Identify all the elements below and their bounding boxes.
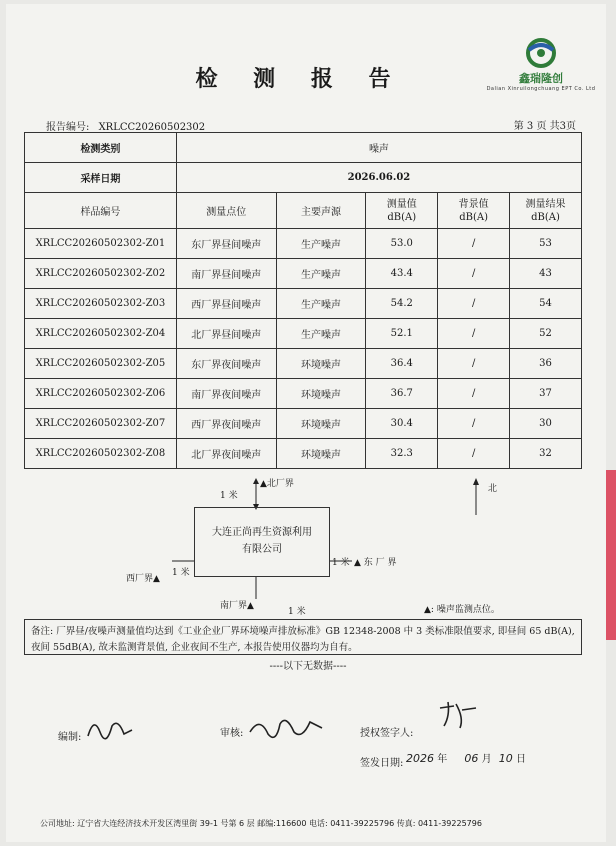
noise-source-cell: 生产噪声: [276, 319, 366, 349]
background-value-cell: /: [438, 439, 510, 469]
result-value-cell: 54: [510, 289, 582, 319]
sample-id-cell: XRLCC20260502302-Z01: [25, 229, 177, 259]
issue-date-day: 10: [498, 752, 513, 765]
background-value-cell: /: [438, 349, 510, 379]
measured-value-cell: 52.1: [366, 319, 438, 349]
table-row: [25, 289, 582, 319]
table-row: [25, 409, 582, 439]
company-name: 大连正尚再生资源利用 有限公司: [212, 527, 312, 555]
monitoring-point-diagram: [24, 467, 582, 619]
measurement-point-cell: 东厂界昼间噪声: [176, 229, 276, 259]
table-row: [25, 229, 582, 259]
sample-id-cell: XRLCC20260502302-Z07: [25, 409, 177, 439]
column-header: 样品编号: [25, 193, 177, 229]
north-distance: 1 米: [220, 491, 238, 501]
report-title: 检 测 报 告: [195, 66, 405, 92]
measurement-point-cell: 东厂界夜间噪声: [176, 349, 276, 379]
measured-value-cell: 53.0: [366, 229, 438, 259]
column-header: 主要声源: [276, 193, 366, 229]
editor-label: 编制:: [58, 732, 82, 743]
background-value-cell: /: [438, 259, 510, 289]
measurement-point-cell: 北厂界夜间噪声: [176, 439, 276, 469]
measurement-point-cell: 西厂界昼间噪声: [176, 289, 276, 319]
category-label: 检测类别: [25, 133, 177, 163]
background-value-cell: /: [438, 319, 510, 349]
issue-date-year: 2026: [406, 752, 434, 765]
west-distance: 1 米: [172, 568, 190, 578]
sample-id-cell: XRLCC20260502302-Z04: [25, 319, 177, 349]
north-boundary-point: ▲北厂界: [260, 479, 294, 489]
issue-date-year-unit: 年: [437, 754, 448, 765]
approver-signature: [434, 698, 480, 732]
column-header: 测量值 dB(A): [366, 193, 438, 229]
sampling-date-label: 采样日期: [25, 163, 177, 193]
report-number-value: XRLCC20260502302: [98, 122, 206, 133]
noise-source-cell: 环境噪声: [276, 439, 366, 469]
table-body: [25, 229, 582, 469]
east-boundary-point: ▲ 东 厂 界: [354, 558, 397, 568]
measured-value-cell: 36.4: [366, 349, 438, 379]
sample-id-cell: XRLCC20260502302-Z02: [25, 259, 177, 289]
column-header: 测量结果 dB(A): [510, 193, 582, 229]
measurement-point-cell: 南厂界夜间噪声: [176, 379, 276, 409]
west-boundary-point: 西厂界▲: [126, 574, 160, 584]
measured-value-cell: 30.4: [366, 409, 438, 439]
sample-id-cell: XRLCC20260502302-Z06: [25, 379, 177, 409]
company-box: [194, 507, 330, 577]
result-value-cell: 32: [510, 439, 582, 469]
table-row: [25, 379, 582, 409]
table-row: [25, 349, 582, 379]
category-row: [25, 133, 582, 163]
south-distance: 1 米: [288, 607, 306, 617]
result-value-cell: 43: [510, 259, 582, 289]
editor-signature: [84, 712, 136, 744]
issue-date: [406, 750, 526, 765]
noise-source-cell: 环境噪声: [276, 349, 366, 379]
noise-source-cell: 环境噪声: [276, 379, 366, 409]
measurement-point-cell: 北厂界昼间噪声: [176, 319, 276, 349]
north-direction-label: 北: [488, 484, 498, 494]
table-row: [25, 319, 582, 349]
background-value-cell: /: [438, 409, 510, 439]
measured-value-cell: 32.3: [366, 439, 438, 469]
noise-source-cell: 生产噪声: [276, 259, 366, 289]
measured-value-cell: 54.2: [366, 289, 438, 319]
table-header-row: [25, 193, 582, 229]
background-value-cell: /: [438, 289, 510, 319]
reviewer-label: 审核:: [220, 728, 244, 739]
measured-value-cell: 36.7: [366, 379, 438, 409]
approver-label: 授权签字人:: [360, 728, 414, 739]
noise-source-cell: 生产噪声: [276, 289, 366, 319]
logo-name: 鑫瑞隆创: [519, 72, 563, 85]
end-of-data-note: ----以下无数据----: [269, 661, 347, 672]
noise-source-cell: 生产噪声: [276, 229, 366, 259]
south-boundary-point: 南厂界▲: [220, 601, 254, 611]
issue-date-month: 06: [464, 752, 479, 765]
logo-subtitle: Dalian Xinruilongchuang EPT Co. Ltd: [486, 86, 596, 92]
sample-id-cell: XRLCC20260502302-Z03: [25, 289, 177, 319]
issue-date-month-unit: 月: [481, 754, 492, 765]
column-header: 背景值 dB(A): [438, 193, 510, 229]
sample-id-cell: XRLCC20260502302-Z05: [25, 349, 177, 379]
result-value-cell: 30: [510, 409, 582, 439]
table-row: [25, 439, 582, 469]
background-value-cell: /: [438, 229, 510, 259]
diagram-legend: ▲: 噪声监测点位。: [424, 605, 500, 615]
sampling-date-value: 2026.06.02: [176, 163, 581, 193]
measurement-point-cell: 南厂界昼间噪声: [176, 259, 276, 289]
sampling-date-row: [25, 163, 582, 193]
sample-id-cell: XRLCC20260502302-Z08: [25, 439, 177, 469]
column-header: 测量点位: [176, 193, 276, 229]
background-value-cell: /: [438, 379, 510, 409]
reviewer-signature: [246, 710, 326, 746]
noise-results-table: [24, 132, 582, 469]
company-address-footer: 公司地址: 辽宁省大连经济技术开发区湾里街 39-1 号第 6 层 邮编:116600 电话: 0411-39225796 传真: 0411-39225796: [40, 819, 482, 828]
east-distance: 1 米: [332, 558, 350, 568]
measured-value-cell: 43.4: [366, 259, 438, 289]
issue-date-day-unit: 日: [515, 754, 526, 765]
page-edge-stripe: [606, 470, 616, 640]
result-value-cell: 53: [510, 229, 582, 259]
table-row: [25, 259, 582, 289]
result-value-cell: 52: [510, 319, 582, 349]
noise-source-cell: 环境噪声: [276, 409, 366, 439]
result-value-cell: 36: [510, 349, 582, 379]
measurement-point-cell: 西厂界夜间噪声: [176, 409, 276, 439]
page-indicator: 第 3 页 共3页: [513, 121, 576, 132]
category-value: 噪声: [176, 133, 581, 163]
report-number-label: 报告编号:: [46, 122, 90, 133]
issue-date-label: 签发日期:: [360, 758, 404, 769]
result-value-cell: 37: [510, 379, 582, 409]
report-number: [46, 118, 205, 133]
remarks-box: 备注: 厂界昼/夜噪声测量值均达到《工业企业厂界环境噪声排放标准》GB 12348-2008 中 3 类标准限值要求, 即昼间 65 dB(A), 夜间 55dB(A), 故未监测背景值, 企业夜间不生产, 本报告使用仪器均为自有。: [24, 619, 582, 655]
